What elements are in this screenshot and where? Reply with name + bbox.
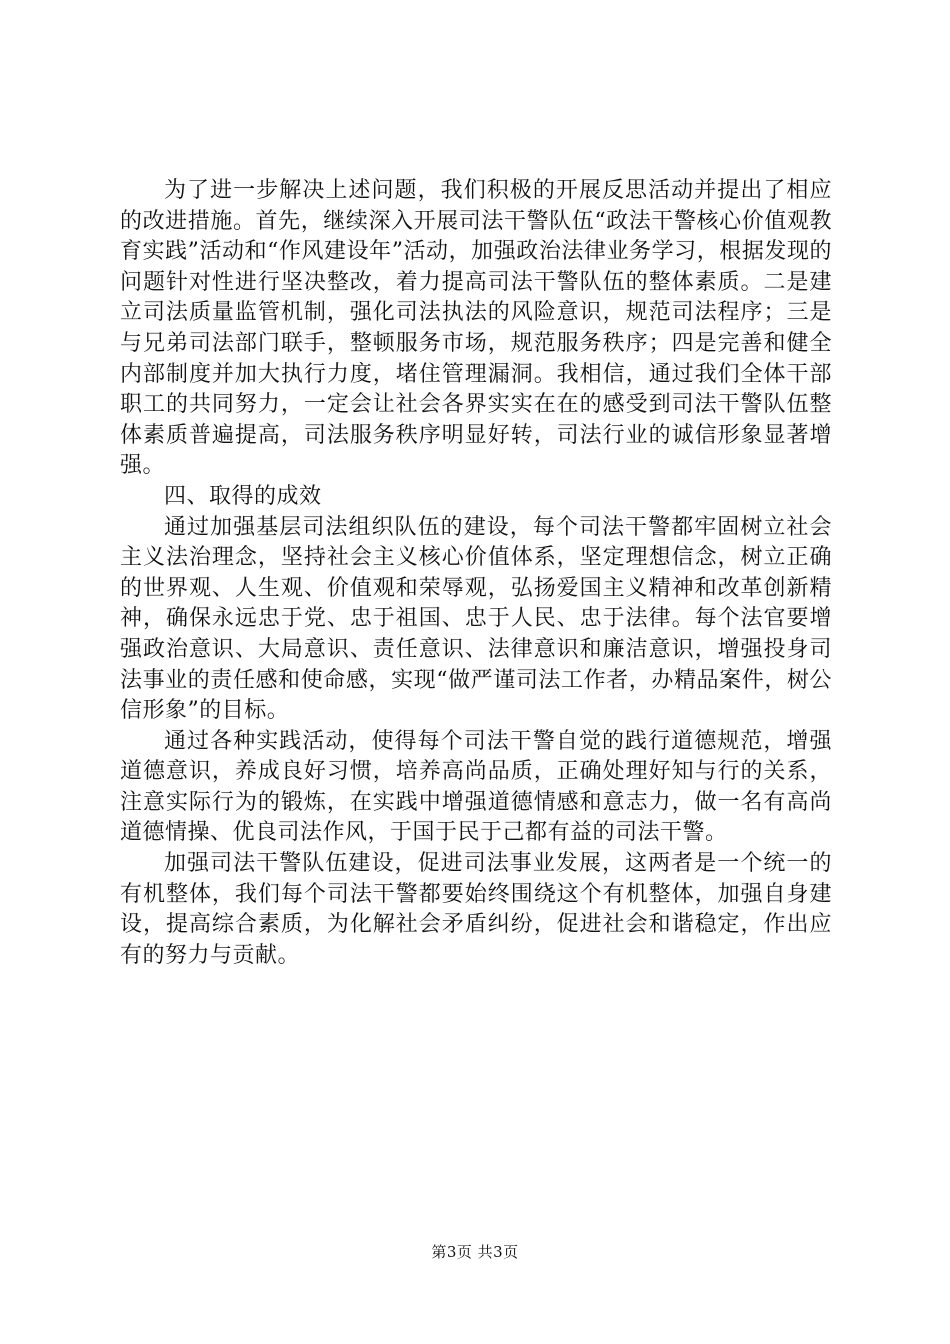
body-paragraph: 为了进一步解决上述问题，我们积极的开展反思活动并提出了相应的改进措施。首先，继续深入开展司法干警队伍“政法干警核心价值观教育实践”活动和“作风建设年”活动，加强政治法律业务学习，根据发现的问题针对性进行坚决整改，着力提高司法干警队伍的整体素质。二是建立司法质量监管机制，强化司法执法的风险意识，规范司法程序；三是与兄弟司法部门联手，整顿服务市场，规范服务秩序；四是完善和健全内部制度并加大执行力度，堵住管理漏洞。我相信，通过我们全体干部职工的共同努力，一定会让社会各界实实在在的感受到司法干警队伍整体素质普遍提高，司法服务秩序明显好转，司法行业的诚信形象显著增强。 [120, 178, 832, 479]
body-paragraph: 加强司法干警队伍建设，促进司法事业发展，这两者是一个统一的有机整体，我们每个司法干警都要始终围绕这个有机整体，加强自身建设，提高综合素质，为化解社会矛盾纠纷，促进社会和谐稳定，作出应有的努力与贡献。 [120, 851, 832, 968]
page-footer: 第3页 共3页 [431, 1243, 519, 1261]
body-paragraph: 通过加强基层司法组织队伍的建设，每个司法干警都牢固树立社会主义法治理念，坚持社会主义核心价值体系，坚定理想信念，树立正确的世界观、人生观、价值观和荣辱观，弘扬爱国主义精神和改革创新精神，确保永远忠于党、忠于祖国、忠于人民、忠于法律。每个法官要增强政治意识、大局意识、责任意识、法律意识和廉洁意识，增强投身司法事业的责任感和使命感，实现“做严谨司法工作者，办精品案件，树公信形象”的目标。 [120, 514, 832, 724]
section-heading: 四、取得的成效 [164, 483, 322, 509]
document-body [120, 176, 832, 971]
body-paragraph: 通过各种实践活动，使得每个司法干警自觉的践行道德规范，增强道德意识，养成良好习惯，培养高尚品质，正确处理好知与行的关系，注意实际行为的锻炼，在实践中增强道德情感和意志力，做一名有高尚道德情操、优良司法作风，于国于民于己都有益的司法干警。 [120, 728, 832, 846]
